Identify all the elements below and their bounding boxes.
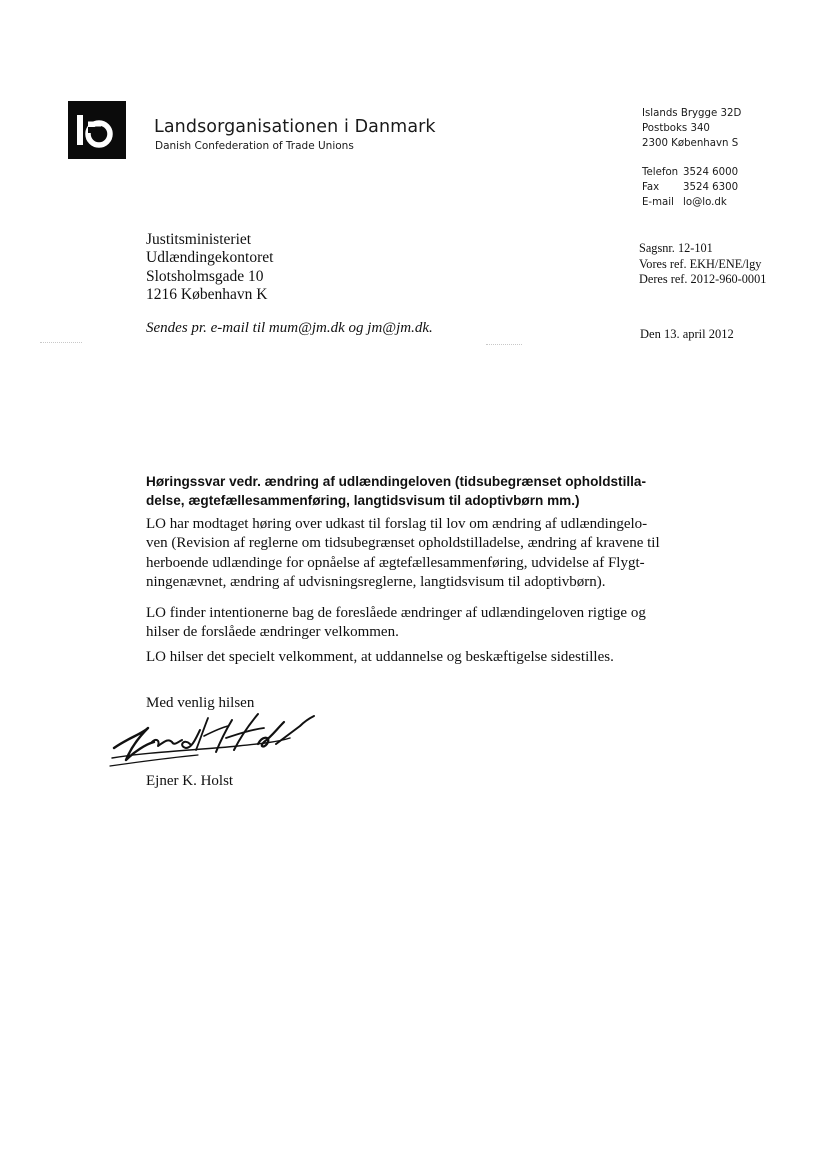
org-name: Landsorganisationen i Danmark [154, 117, 436, 137]
subject-heading [146, 472, 706, 510]
contact-email [642, 195, 738, 210]
recipient-line: Udlændingekontoret [146, 249, 274, 267]
body-line: LO har modtaget høring over udkast til forslag til lov om ændring af udlændingelo- [146, 516, 648, 532]
reference-line: Vores ref. EKH/ENE/lgy [639, 256, 762, 271]
closing-salutation: Med venlig hilsen [146, 695, 255, 711]
contact-phone [642, 165, 738, 180]
body-line: ningenævnet, ændring af udvisningsreglerne, langtidsvisum til adoptivbørn). [146, 573, 606, 590]
lo-logo [68, 101, 126, 159]
contact-label: Fax [642, 182, 660, 193]
org-subtitle: Danish Confederation of Trade Unions [155, 140, 354, 152]
contact-label: Telefon [642, 167, 679, 178]
letter-date: Den 13. april 2012 [640, 327, 734, 341]
contact-value: 3524 6300 [683, 182, 739, 193]
scan-artifact [486, 344, 522, 346]
sender-contact [642, 165, 738, 210]
body-line: herboende udlændinge for opnåelse af ægtefællesammenføring, udvidelse af Flygt- [146, 554, 645, 571]
case-references [639, 241, 766, 288]
body-line: ven (Revision af reglerne om tidsubegrænset opholdstilladelse, ændring af kravene til [146, 535, 660, 552]
body-paragraph [146, 648, 706, 667]
contact-label: E-mail [642, 197, 674, 208]
recipient-line: Slotsholmsgade 10 [146, 267, 264, 285]
address-line: Postboks 340 [642, 123, 710, 134]
body-line: LO hilser det specielt velkomment, at uddannelse og beskæftigelse sidestilles. [146, 649, 614, 665]
scan-artifact [40, 342, 82, 344]
body-line: hilser de forslåede ændringer velkommen. [146, 624, 399, 641]
address-line: Islands Brygge 32D [642, 108, 742, 119]
reference-line: Deres ref. 2012-960-0001 [639, 272, 767, 286]
send-note: Sendes pr. e-mail til mum@jm.dk og jm@jm.dk. [146, 320, 433, 336]
address-line: 2300 København S [642, 138, 739, 149]
body-line: LO finder intentionerne bag de foreslåede ændringer af udlændingeloven rigtige og [146, 605, 646, 621]
recipient-address [146, 231, 273, 304]
subject-line: delse, ægtefællesammenføring, langtidsvisum til adoptivbørn mm.) [146, 493, 580, 508]
reference-line: Sagsnr. 12-101 [639, 241, 713, 255]
contact-value: 3524 6000 [683, 167, 739, 178]
sender-address [642, 106, 741, 151]
body-paragraph [146, 604, 706, 643]
signer-name: Ejner K. Holst [146, 773, 234, 789]
handwritten-signature [108, 708, 318, 770]
contact-fax [642, 180, 738, 195]
subject-line: Høringssvar vedr. ændring af udlændingeloven (tidsubegrænset opholdstilla- [146, 474, 647, 489]
body-paragraph [146, 515, 706, 592]
recipient-line: Justitsministeriet [146, 231, 252, 248]
recipient-line: 1216 København K [146, 285, 268, 303]
contact-value: lo@lo.dk [683, 197, 727, 208]
